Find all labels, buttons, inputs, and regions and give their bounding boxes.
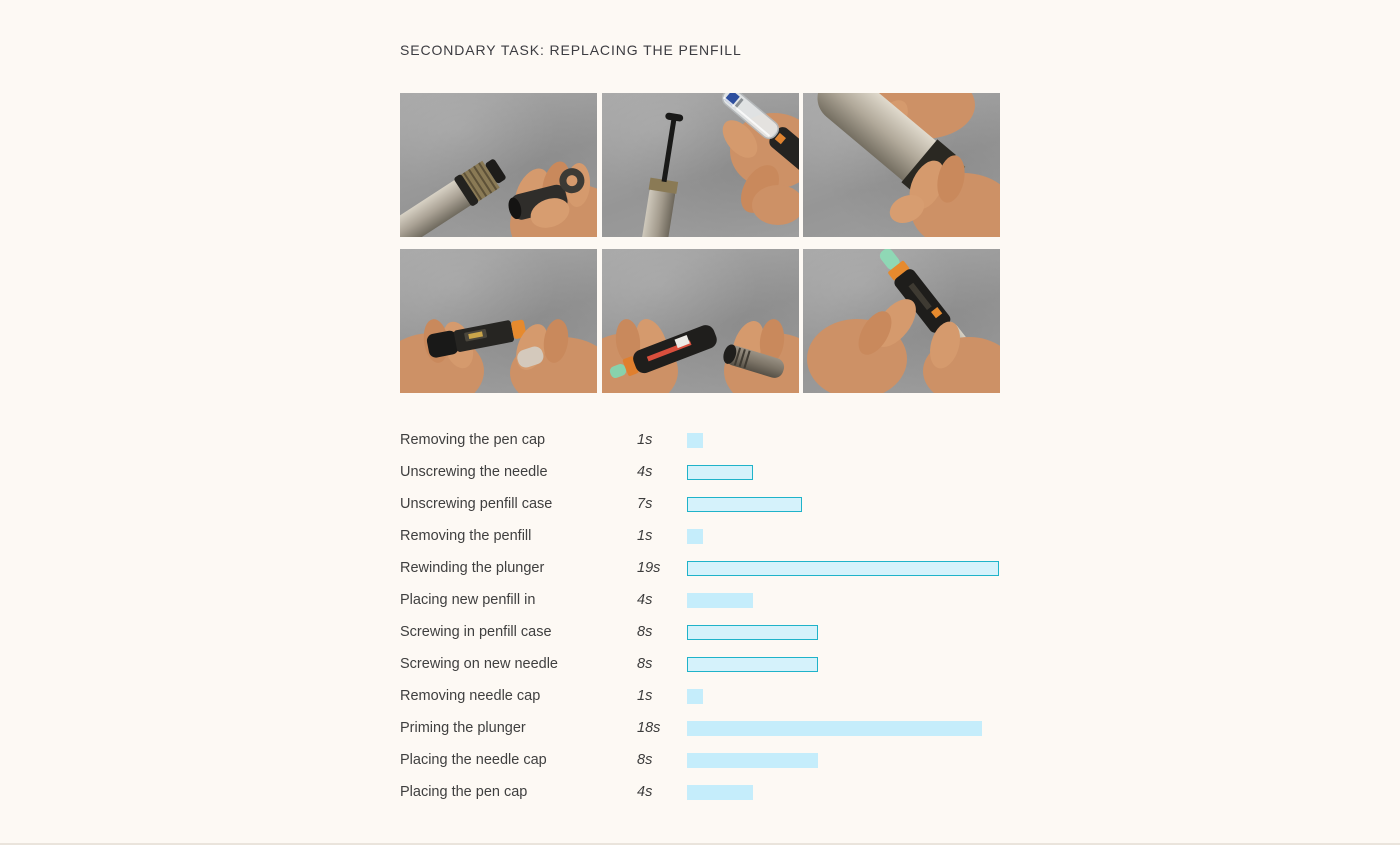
task-bar-track	[687, 744, 1000, 776]
task-duration-bar	[687, 561, 999, 576]
pen-halves-illustration	[602, 249, 799, 393]
task-row	[400, 584, 1000, 616]
task-label: Placing new penfill in	[400, 592, 536, 608]
task-bar-track	[687, 680, 1000, 712]
task-duration-bar	[687, 593, 753, 608]
task-duration-chart	[400, 424, 1000, 808]
task-bar-track	[687, 648, 1000, 680]
task-bar-track	[687, 424, 1000, 456]
task-duration-bar	[687, 465, 753, 480]
task-duration: 7s	[637, 496, 653, 512]
task-duration-bar	[687, 497, 802, 512]
task-duration: 19s	[637, 560, 661, 576]
task-duration-bar	[687, 753, 818, 768]
task-label: Removing the pen cap	[400, 432, 546, 448]
task-duration-bar	[687, 625, 818, 640]
task-duration-bar	[687, 529, 703, 544]
video-still-reassembled-pen	[803, 249, 1000, 393]
task-bar-track	[687, 616, 1000, 648]
pen-cap-removal-illustration	[400, 93, 597, 237]
penfill-removal-illustration	[602, 93, 799, 237]
task-duration: 8s	[637, 752, 653, 768]
video-still-new-penfill-in	[400, 249, 597, 393]
task-duration: 8s	[637, 656, 653, 672]
task-bar-track	[687, 456, 1000, 488]
task-label: Screwing in penfill case	[400, 624, 552, 640]
task-label: Removing needle cap	[400, 688, 541, 704]
task-label: Unscrewing the needle	[400, 464, 548, 480]
task-label: Placing the pen cap	[400, 784, 528, 800]
video-still-grid	[400, 93, 1000, 393]
task-row	[400, 648, 1000, 680]
task-row	[400, 520, 1000, 552]
task-duration: 8s	[637, 624, 653, 640]
task-label: Removing the penfill	[400, 528, 532, 544]
task-duration: 4s	[637, 592, 653, 608]
task-duration: 1s	[637, 432, 653, 448]
task-duration-bar	[687, 689, 703, 704]
task-label: Screwing on new needle	[400, 656, 558, 672]
task-row	[400, 456, 1000, 488]
pen-hold-illustration	[400, 249, 597, 393]
task-duration: 4s	[637, 464, 653, 480]
task-row	[400, 424, 1000, 456]
task-bar-track	[687, 552, 1000, 584]
task-duration: 4s	[637, 784, 653, 800]
task-label: Placing the needle cap	[400, 752, 547, 768]
task-label: Priming the plunger	[400, 720, 526, 736]
task-row	[400, 616, 1000, 648]
task-row	[400, 776, 1000, 808]
video-still-unscrewing-barrel	[803, 93, 1000, 237]
task-duration-bar	[687, 785, 753, 800]
page-title: SECONDARY TASK: REPLACING THE PENFILL	[400, 42, 742, 58]
task-duration: 18s	[637, 720, 661, 736]
task-bar-track	[687, 776, 1000, 808]
task-duration-bar	[687, 433, 703, 448]
task-duration: 1s	[637, 528, 653, 544]
task-row	[400, 488, 1000, 520]
task-label: Unscrewing penfill case	[400, 496, 553, 512]
assembled-pen-illustration	[803, 249, 1000, 393]
task-label: Rewinding the plunger	[400, 560, 545, 576]
task-bar-track	[687, 712, 1000, 744]
task-row	[400, 712, 1000, 744]
task-row	[400, 552, 1000, 584]
video-still-removing-pen-cap	[400, 93, 597, 237]
video-still-plunger-and-penfill	[602, 93, 799, 237]
task-row	[400, 680, 1000, 712]
task-row	[400, 744, 1000, 776]
task-bar-track	[687, 520, 1000, 552]
task-bar-track	[687, 488, 1000, 520]
task-duration-bar	[687, 657, 818, 672]
task-duration-bar	[687, 721, 982, 736]
barrel-unscrew-illustration	[803, 93, 1000, 237]
video-still-separated-halves	[602, 249, 799, 393]
task-duration: 1s	[637, 688, 653, 704]
task-bar-track	[687, 584, 1000, 616]
